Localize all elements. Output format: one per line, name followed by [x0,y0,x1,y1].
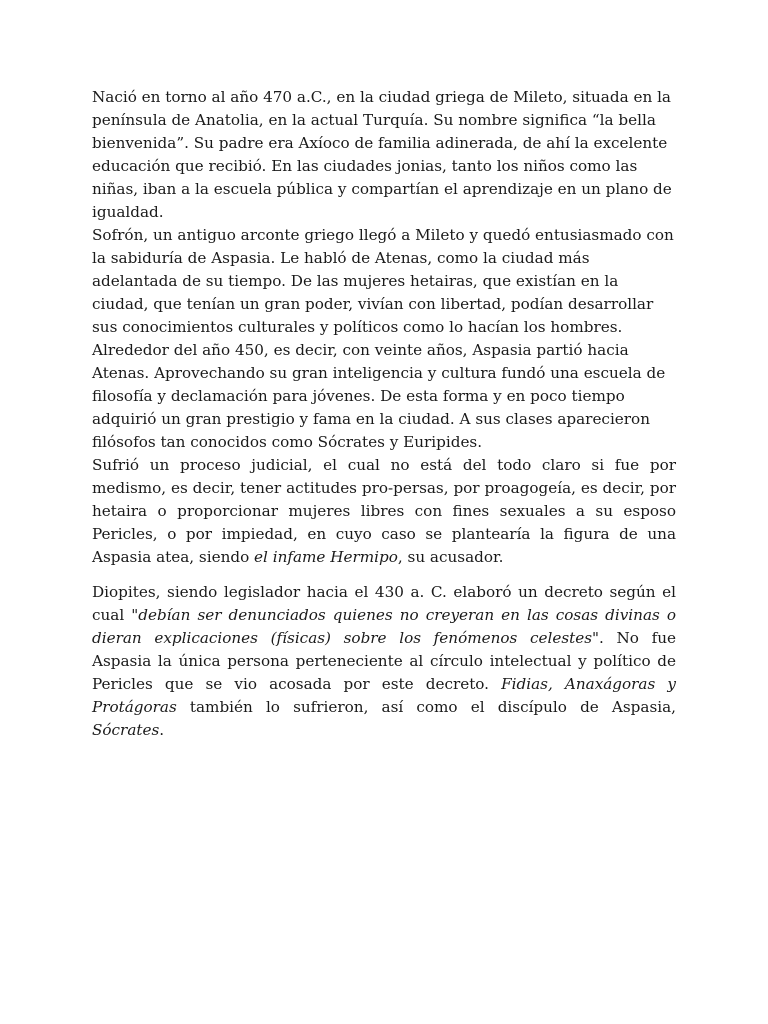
paragraph-sofron: Sofrón, un antiguo arconte griego llegó a Mileto y quedó entusiasmado con la sabiduría de Aspasia. Le habló de Atenas, como la ciudad más adelantada de su tiempo. De las mujeres hetairas, que existían en la ciudad, que tenían un gran poder, vivían con libertad, podían desarrollar sus conocimientos culturales y políticos como lo hacían los hombres. [92,226,674,336]
accuser-name: el infame Hermipo [254,548,398,566]
decree-text-after: también lo sufrieron, así como el discípulo de Aspasia, [176,698,676,716]
decree-quote: debían ser denunciados quienes no creyeran en las cosas divinas o dieran explicaciones (físicas) sobre los fenómenos celestes [92,606,676,647]
paragraph-trial [92,454,676,569]
trial-text-end: , su acusador. [397,548,504,566]
persecuted-names: Fidias, Anaxágoras y Protágoras [92,675,676,716]
trial-text: Sufrió un proceso judicial, el cual no está del todo claro si fue por medismo, es decir, tener actitudes pro-persas, por proagogeía, es decir, por hetaira o proporcionar mujeres libres con fines sexuales a su esposo Pericles, o por impiedad, en cuyo caso se plantearía la figura de una Aspasia atea, siendo [92,456,676,566]
paragraph-decree [92,581,676,742]
paragraph-birth: Nació en torno al año 470 a.C., en la ciudad griega de Mileto, situada en la península de Anatolia, en la actual Turquía. Su nombre significa “la bella bienvenida”. Su padre era Axíoco de familia adinerada, de ahí la excelente educación que recibió. En las ciudades jonias, tanto los niños como las niñas, iban a la escuela pública y compartían el aprendizaje en un plano de igualdad. [92,88,672,221]
socrates-name: Sócrates [92,721,160,739]
decree-text-middle: ". No fue Aspasia la única persona perteneciente al círculo intelectual y político de Pericles que se vio acosada por este decreto. [92,629,676,693]
document-body [92,86,676,742]
paragraph-athens: Alrededor del año 450, es decir, con veinte años, Aspasia partió hacia Atenas. Aprovechando su gran inteligencia y cultura fundó una escuela de filosofía y declamación para jóvenes. De esta forma y en poco tiempo adquirió un gran prestigio y fama en la ciudad. A sus clases aparecieron filósofos tan conocidos como Sócrates y Euripides. [92,341,666,451]
decree-text-end: . [159,721,165,739]
decree-text: Diopites, siendo legislador hacia el 430 a. C. elaboró un decreto según el cual " [92,583,676,624]
